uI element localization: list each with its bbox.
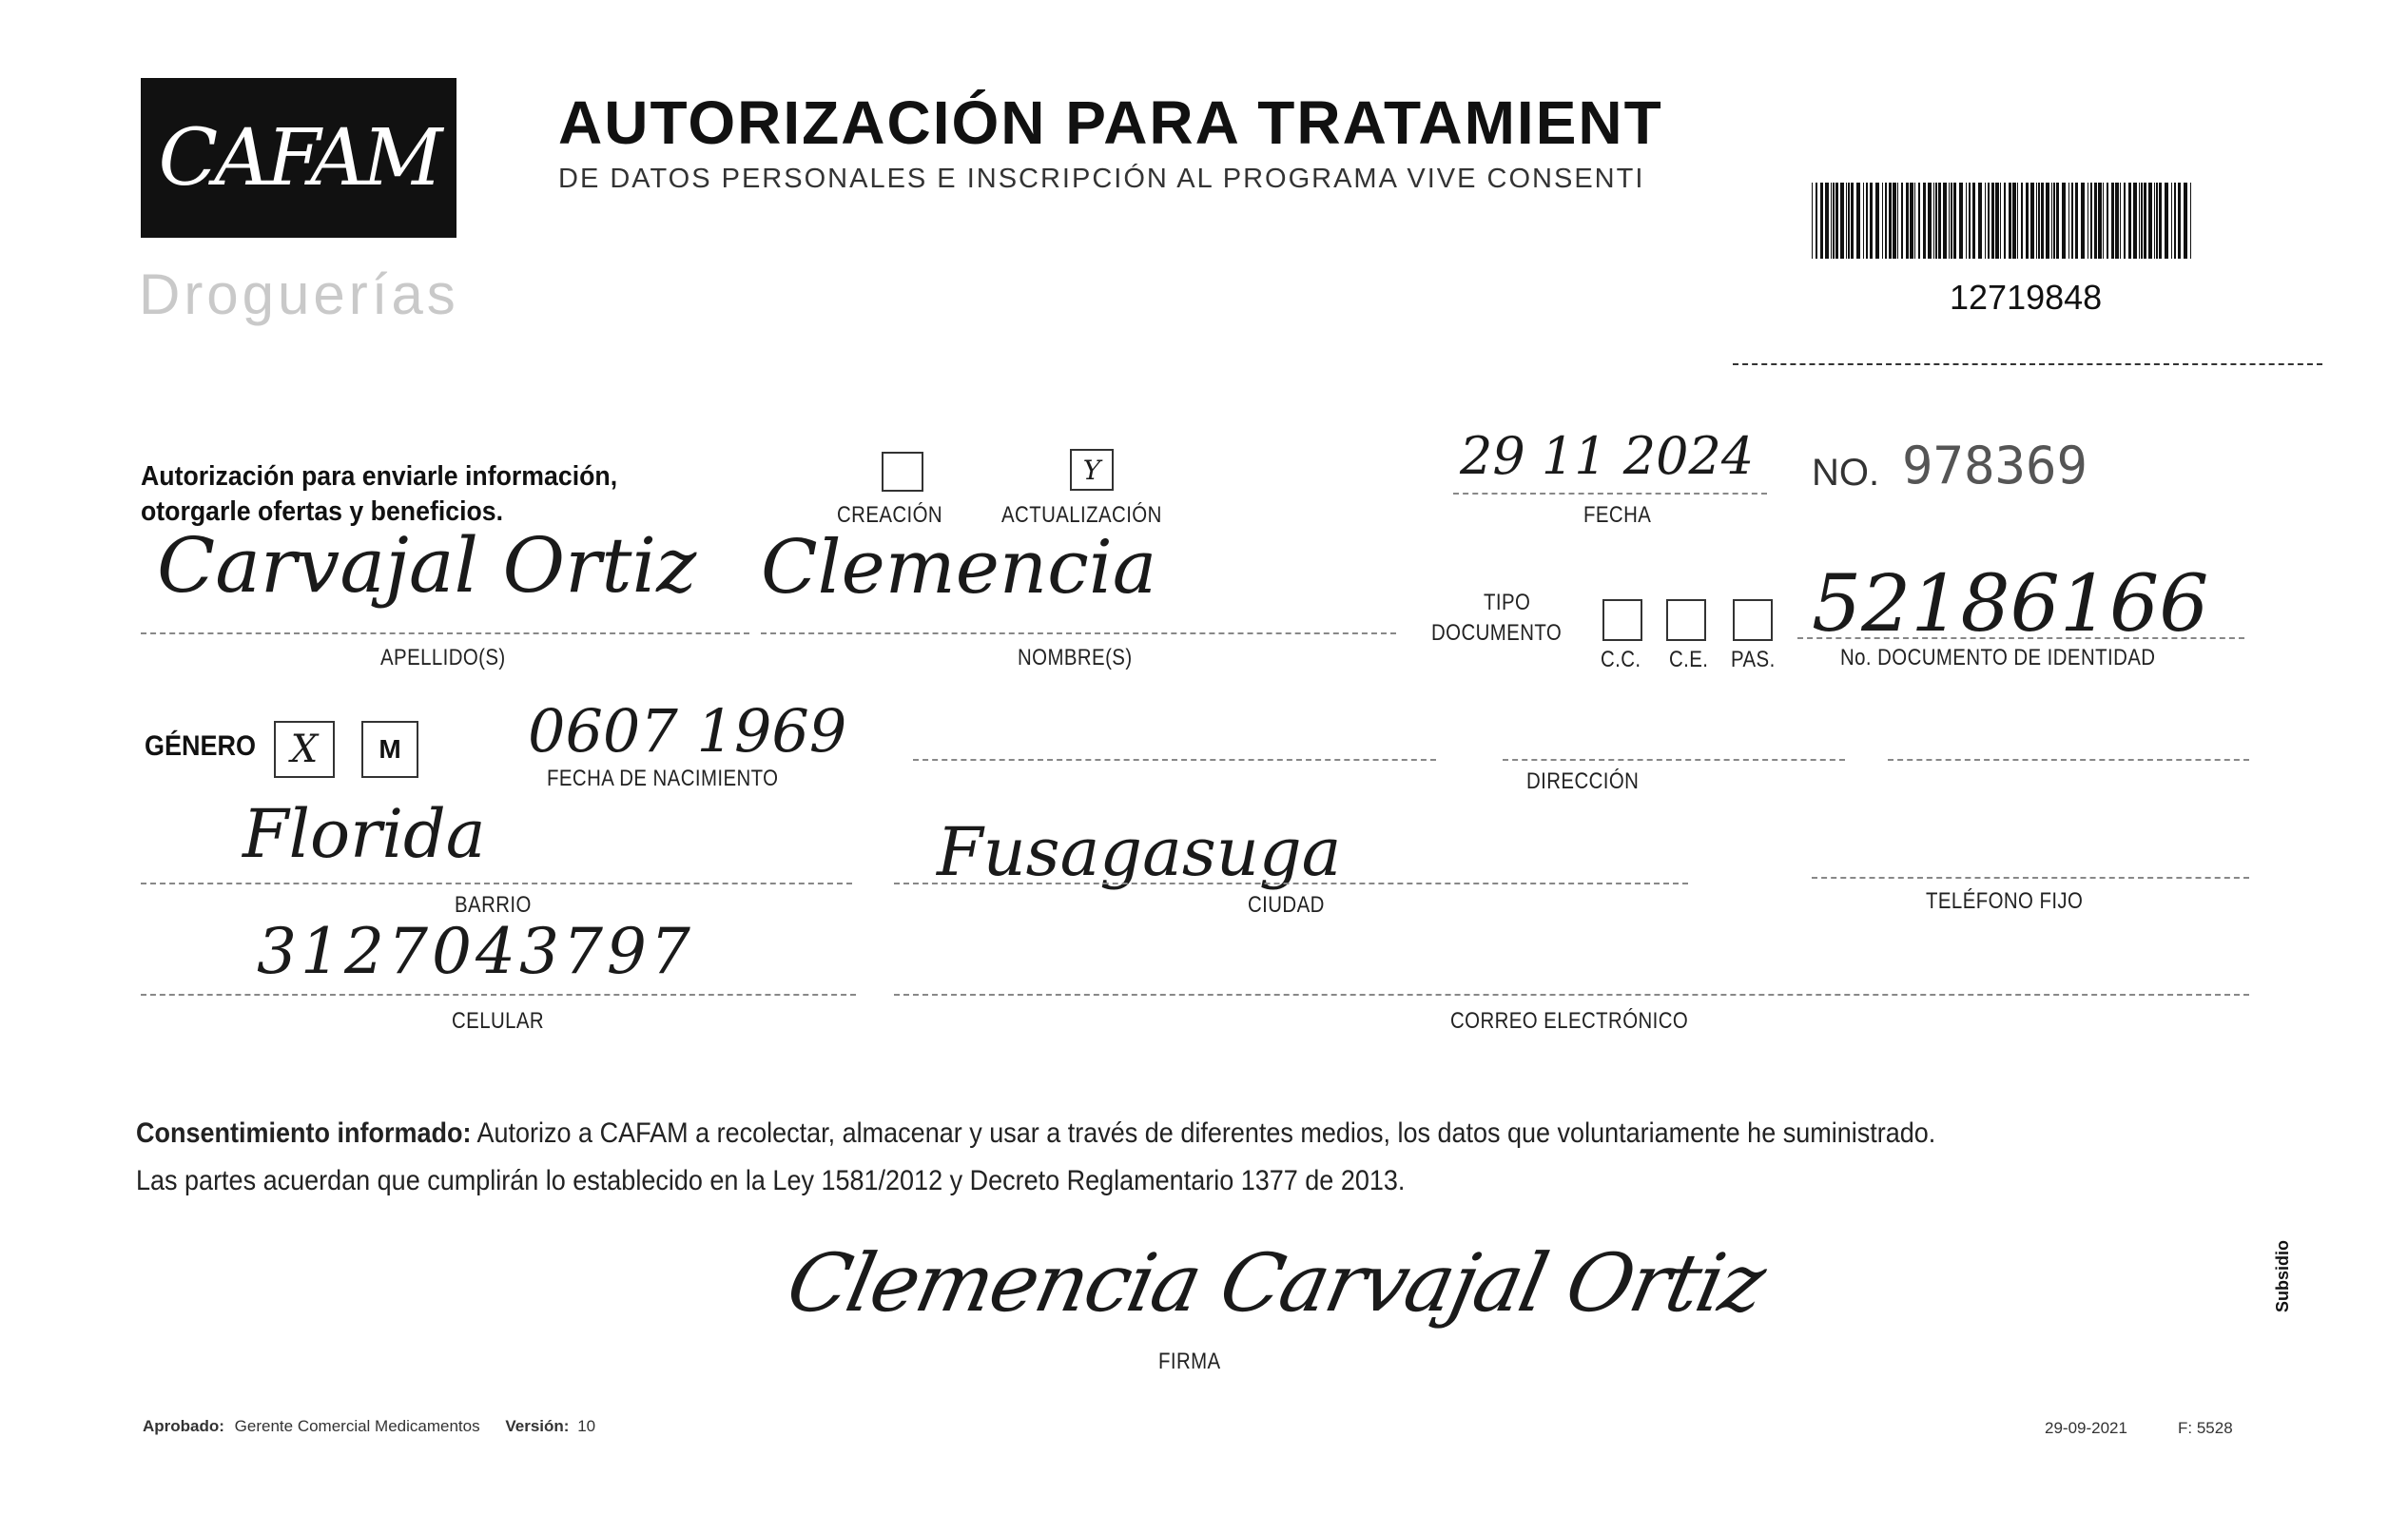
barcode-bar	[2090, 183, 2092, 259]
apellido-label: APELLIDO(S)	[380, 645, 506, 670]
fecha-label: FECHA	[1583, 502, 1652, 528]
barcode-bar	[2184, 183, 2187, 259]
barcode-bar	[2190, 183, 2191, 259]
authorization-line-2: otorgarle ofertas y beneficios.	[141, 496, 504, 527]
barcode-bar	[1910, 183, 1913, 259]
barcode-bar	[2139, 183, 2140, 259]
documento-value: 52186166	[1812, 559, 2209, 650]
actualizacion-checkbox[interactable]	[1070, 449, 1114, 491]
direccion-label: DIRECCIÓN	[1526, 768, 1640, 794]
barcode-bar	[2165, 183, 2168, 259]
barcode-bar	[1885, 183, 1887, 259]
barcode-bar	[2174, 183, 2176, 259]
celular-line	[141, 994, 856, 996]
cc-checkbox[interactable]	[1602, 599, 1642, 641]
barcode-bar	[1966, 183, 1967, 259]
genero-m-checkbox[interactable]	[361, 721, 418, 778]
barcode-bar	[1875, 183, 1879, 259]
consent-heading: Consentimiento informado:	[136, 1117, 472, 1149]
actualizacion-label: ACTUALIZACIÓN	[1001, 502, 1162, 528]
barcode-bar	[1833, 183, 1835, 259]
barcode-bar	[1870, 183, 1873, 259]
consent-text-2: Las partes acuerdan que cumplirán lo establecido en la Ley 1581/2012 y Decreto Reglamentario 1377 de 2013.	[136, 1165, 1406, 1196]
apellido-value: Carvajal Ortiz	[157, 521, 697, 610]
barcode-bar	[2071, 183, 2073, 259]
barcode-bar	[2046, 183, 2049, 259]
barcode-bar	[1906, 183, 1909, 259]
barcode-bar	[1933, 183, 1934, 259]
nacimiento-value: 0607 1969	[528, 696, 847, 766]
document-title: AUTORIZACIÓN PARA TRATAMIENT	[558, 88, 1663, 157]
barcode-bar	[2041, 183, 2044, 259]
nombre-value: Clemencia	[761, 525, 1157, 611]
barcode-bar	[2026, 183, 2029, 259]
tipo-label-2: DOCUMENTO	[1431, 620, 1563, 646]
barcode-bar	[2098, 183, 2102, 259]
ciudad-value: Fusagasuga	[937, 813, 1342, 891]
numero-prefix: NO.	[1812, 452, 1880, 494]
telefono-label: TELÉFONO FIJO	[1926, 888, 2084, 914]
barcode-bar	[1835, 183, 1838, 259]
pas-label: PAS.	[1731, 647, 1776, 672]
documento-label: No. DOCUMENTO DE IDENTIDAD	[1840, 645, 2156, 670]
barcode-bar	[2051, 183, 2052, 259]
ciudad-line	[894, 883, 1688, 884]
celular-label: CELULAR	[452, 1008, 545, 1034]
barcode-bar	[1938, 183, 1941, 259]
barcode-bar	[1825, 183, 1829, 259]
barrio-line	[141, 883, 852, 884]
actualizacion-check-mark: Y	[1082, 454, 1101, 486]
barcode-bar	[2009, 183, 2011, 259]
header-divider	[1733, 363, 2322, 365]
barcode-bar	[2053, 183, 2055, 259]
barcode-bar	[1889, 183, 1892, 259]
barcode-bar	[2107, 183, 2108, 259]
genero-f-checkbox[interactable]	[274, 721, 335, 778]
barcode-bar	[1943, 183, 1947, 259]
barcode-bar	[1846, 183, 1847, 259]
signature-label: FIRMA	[1158, 1349, 1221, 1374]
fecha-line	[1453, 493, 1767, 495]
barcode-number: 12719848	[1950, 278, 2103, 317]
barcode-bar	[1901, 183, 1903, 259]
tipo-label-1: TIPO	[1484, 590, 1531, 615]
barcode-bar	[1959, 183, 1963, 259]
barcode-bar	[1985, 183, 1986, 259]
creacion-label: CREACIÓN	[837, 502, 943, 528]
direccion-line	[913, 759, 1436, 761]
logo-text: CAFAM	[158, 112, 439, 204]
barcode-bar	[1863, 183, 1864, 259]
barcode-bar	[1978, 183, 1982, 259]
barcode-bar	[1856, 183, 1860, 259]
apellido-line	[141, 632, 749, 634]
barcode-bar	[1949, 183, 1950, 259]
barcode-bar	[2156, 183, 2158, 259]
genero-label: GÉNERO	[145, 730, 257, 762]
authorization-line-1: Autorización para enviarle información,	[141, 461, 618, 492]
creacion-checkbox[interactable]	[882, 452, 923, 492]
barcode-bar	[1840, 183, 1844, 259]
genero-f-mark: X	[290, 728, 319, 771]
barrio-label: BARRIO	[455, 892, 532, 918]
barcode-bar	[2120, 183, 2121, 259]
documento-line	[1797, 637, 2244, 639]
nombre-label: NOMBRE(S)	[1018, 645, 1133, 670]
footer-version-label: Versión:	[505, 1417, 570, 1435]
barcode-bar	[2030, 183, 2034, 259]
barcode-bar	[2128, 183, 2131, 259]
barcode-bar	[2103, 183, 2104, 259]
correo-label: CORREO ELECTRÓNICO	[1450, 1008, 1689, 1034]
fecha-value: 29 11 2024	[1460, 426, 1755, 486]
barcode-bar	[1866, 183, 1868, 259]
signature: Clemencia Carvajal Ortiz	[779, 1236, 1773, 1330]
barcode-bar	[1935, 183, 1937, 259]
barcode	[1812, 183, 2197, 259]
barcode-bar	[2075, 183, 2078, 259]
ciudad-label: CIUDAD	[1248, 892, 1325, 918]
barcode-bar	[2171, 183, 2172, 259]
barcode-bar	[1897, 183, 1898, 259]
barcode-bar	[2081, 183, 2085, 259]
barrio-value: Florida	[243, 795, 486, 873]
direccion-line-2	[1503, 759, 1845, 761]
barcode-bar	[2017, 183, 2018, 259]
barcode-bar	[2141, 183, 2143, 259]
barcode-bar	[2021, 183, 2023, 259]
barcode-bar	[1995, 183, 1999, 259]
barcode-bar	[2144, 183, 2146, 259]
nombre-line	[761, 632, 1396, 634]
barcode-bar	[2062, 183, 2066, 259]
barcode-bar	[1988, 183, 1990, 259]
barcode-bar	[1969, 183, 1971, 259]
footer-aprobado-label: Aprobado:	[143, 1417, 224, 1435]
footer-version-value: 10	[577, 1417, 596, 1435]
footer-aprobado-value: Gerente Comercial Medicamentos	[234, 1417, 480, 1435]
barcode-bar	[1820, 183, 1823, 259]
document-subtitle: DE DATOS PERSONALES E INSCRIPCIÓN AL PROGRAMA VIVE CONSENTI	[558, 164, 1645, 194]
barcode-bar	[1812, 183, 1813, 259]
barcode-bar	[1918, 183, 1920, 259]
barcode-bar	[1848, 183, 1850, 259]
direccion-line-3	[1888, 759, 2249, 761]
barcode-bar	[1893, 183, 1896, 259]
barcode-bar	[1991, 183, 1994, 259]
barcode-bar	[2036, 183, 2037, 259]
barcode-bar	[2056, 183, 2059, 259]
barcode-bar	[1851, 183, 1854, 259]
consent-paragraph-line-1	[136, 1117, 1935, 1150]
correo-line	[894, 994, 2249, 996]
barcode-bar	[2004, 183, 2006, 259]
barcode-bar	[2115, 183, 2119, 259]
barcode-bar	[1972, 183, 1975, 259]
nacimiento-label: FECHA DE NACIMIENTO	[547, 766, 779, 791]
barcode-bar	[1928, 183, 1932, 259]
side-subsidio-text: Subsidio	[2273, 1240, 2292, 1312]
barcode-bar	[1882, 183, 1883, 259]
barcode-bar	[1914, 183, 1915, 259]
numero-value: 978369	[1902, 436, 2088, 495]
cc-label: C.C.	[1601, 647, 1641, 672]
barcode-bar	[1953, 183, 1956, 259]
barcode-bar	[1816, 183, 1817, 259]
logo-subtitle: Droguerías	[139, 262, 459, 326]
barcode-bar	[2124, 183, 2126, 259]
footer-code: F: 5528	[2178, 1419, 2233, 1437]
ce-label: C.E.	[1669, 647, 1709, 672]
barcode-bar	[2148, 183, 2152, 259]
genero-m-label: M	[379, 734, 401, 764]
ce-checkbox[interactable]	[1666, 599, 1706, 641]
consent-text-1: Autorizo a CAFAM a recolectar, almacenar y usar a través de diferentes medios, los datos que voluntariamente he suministrado.	[471, 1117, 1936, 1149]
barcode-bar	[2000, 183, 2001, 259]
barcode-bar	[2068, 183, 2069, 259]
barcode-bar	[1951, 183, 1952, 259]
barcode-bar	[2178, 183, 2181, 259]
barcode-bar	[1831, 183, 1832, 259]
footer-approval	[143, 1417, 595, 1436]
telefono-line	[1812, 877, 2249, 879]
celular-value: 3127043797	[257, 915, 694, 988]
barcode-bar	[2133, 183, 2137, 259]
barcode-bar	[2154, 183, 2155, 259]
footer-date: 29-09-2021	[2045, 1419, 2127, 1437]
barcode-bar	[2094, 183, 2097, 259]
barcode-bar	[2159, 183, 2162, 259]
barcode-bar	[2012, 183, 2016, 259]
barcode-bar	[1923, 183, 1926, 259]
cafam-logo	[141, 78, 456, 238]
barcode-bar	[2038, 183, 2040, 259]
barcode-bar	[2111, 183, 2114, 259]
pas-checkbox[interactable]	[1733, 599, 1773, 641]
